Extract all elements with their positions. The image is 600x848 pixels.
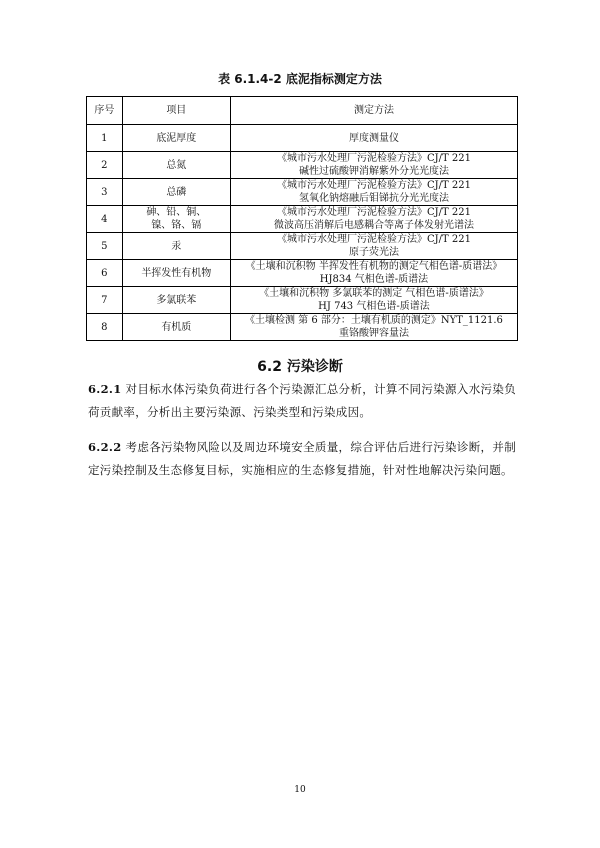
cell-item: 底泥厚度 xyxy=(122,125,230,152)
method-line: 微波高压消解后电感耦合等离子体发射光谱法 xyxy=(273,220,474,231)
method-line: 《城市污水处理厂污泥检验方法》CJ/T 221 xyxy=(276,153,471,164)
cell-method xyxy=(230,260,517,287)
method-line: 氢氧化钠熔融后钼锑抗分光光度法 xyxy=(298,193,449,204)
cell-no: 7 xyxy=(87,287,123,314)
cell-item: 有机质 xyxy=(122,314,230,341)
table-row xyxy=(87,206,518,233)
method-line: HJ 743 气相色谱-质谱法 xyxy=(318,301,430,312)
paragraph-6-2-2 xyxy=(88,436,516,482)
table-row xyxy=(87,125,518,152)
cell-method xyxy=(230,206,517,233)
method-line: 《土壤和沉积物 半挥发性有机物的测定气相色谱-质谱法》 xyxy=(245,261,503,272)
table-row xyxy=(87,233,518,260)
paragraph-text: 考虑各污染物风险以及周边环境安全质量，综合评估后进行污染诊断，并制定污染控制及生态修复目标，实施相应的生态修复措施，针对性地解决污染问题。 xyxy=(88,440,516,477)
table-row xyxy=(87,314,518,341)
cell-no: 6 xyxy=(87,260,123,287)
cell-no: 5 xyxy=(87,233,123,260)
paragraph-number: 6.2.2 xyxy=(88,440,122,454)
paragraph-number: 6.2.1 xyxy=(88,382,122,396)
cell-item: 汞 xyxy=(122,233,230,260)
table-row xyxy=(87,179,518,206)
header-method: 测定方法 xyxy=(230,97,517,125)
cell-method xyxy=(230,152,517,179)
method-line: HJ834 气相色谱-质谱法 xyxy=(319,274,429,285)
table-row xyxy=(87,152,518,179)
table-header-row xyxy=(87,97,518,125)
table-row xyxy=(87,260,518,287)
method-line: 碱性过硫酸钾消解紫外分光光度法 xyxy=(298,166,449,177)
cell-no: 4 xyxy=(87,206,123,233)
method-line: 厚度测量仪 xyxy=(348,132,399,144)
method-line: 《城市污水处理厂污泥检验方法》CJ/T 221 xyxy=(276,180,471,191)
section-title: 6.2 污染诊断 xyxy=(257,359,343,375)
sediment-method-table xyxy=(86,96,518,341)
cell-no: 3 xyxy=(87,179,123,206)
cell-item: 砷、铅、铜、镍、铬、镉 xyxy=(122,206,230,233)
method-line: 《城市污水处理厂污泥检验方法》CJ/T 221 xyxy=(276,207,471,218)
cell-item: 总氮 xyxy=(122,152,230,179)
cell-item: 总磷 xyxy=(122,179,230,206)
cell-item: 半挥发性有机物 xyxy=(122,260,230,287)
cell-method xyxy=(230,287,517,314)
paragraph-6-2-1 xyxy=(88,378,516,424)
header-no: 序号 xyxy=(87,97,123,125)
cell-method xyxy=(230,233,517,260)
cell-item: 多氯联苯 xyxy=(122,287,230,314)
method-line: 重铬酸钾容量法 xyxy=(338,328,409,339)
method-line: 原子荧光法 xyxy=(348,247,399,258)
cell-no: 1 xyxy=(87,125,123,152)
method-line: 《城市污水处理厂污泥检验方法》CJ/T 221 xyxy=(276,234,471,245)
cell-method xyxy=(230,179,517,206)
table-row xyxy=(87,287,518,314)
page-number: 10 xyxy=(294,785,306,795)
method-line: 《土壤检测 第 6 部分：土壤有机质的测定》NYT_1121.6 xyxy=(245,315,503,326)
cell-no: 2 xyxy=(87,152,123,179)
table-body xyxy=(87,125,518,341)
paragraph-text: 对目标水体污染负荷进行各个污染源汇总分析，计算不同污染源入水污染负荷贡献率，分析出主要污染源、污染类型和污染成因。 xyxy=(88,382,516,419)
table-caption: 表 6.1.4-2 底泥指标测定方法 xyxy=(218,72,382,86)
cell-method xyxy=(230,314,517,341)
cell-method xyxy=(230,125,517,152)
header-item: 项目 xyxy=(122,97,230,125)
method-line: 《土壤和沉积物 多氯联苯的测定 气相色谱-质谱法》 xyxy=(259,288,489,299)
cell-no: 8 xyxy=(87,314,123,341)
